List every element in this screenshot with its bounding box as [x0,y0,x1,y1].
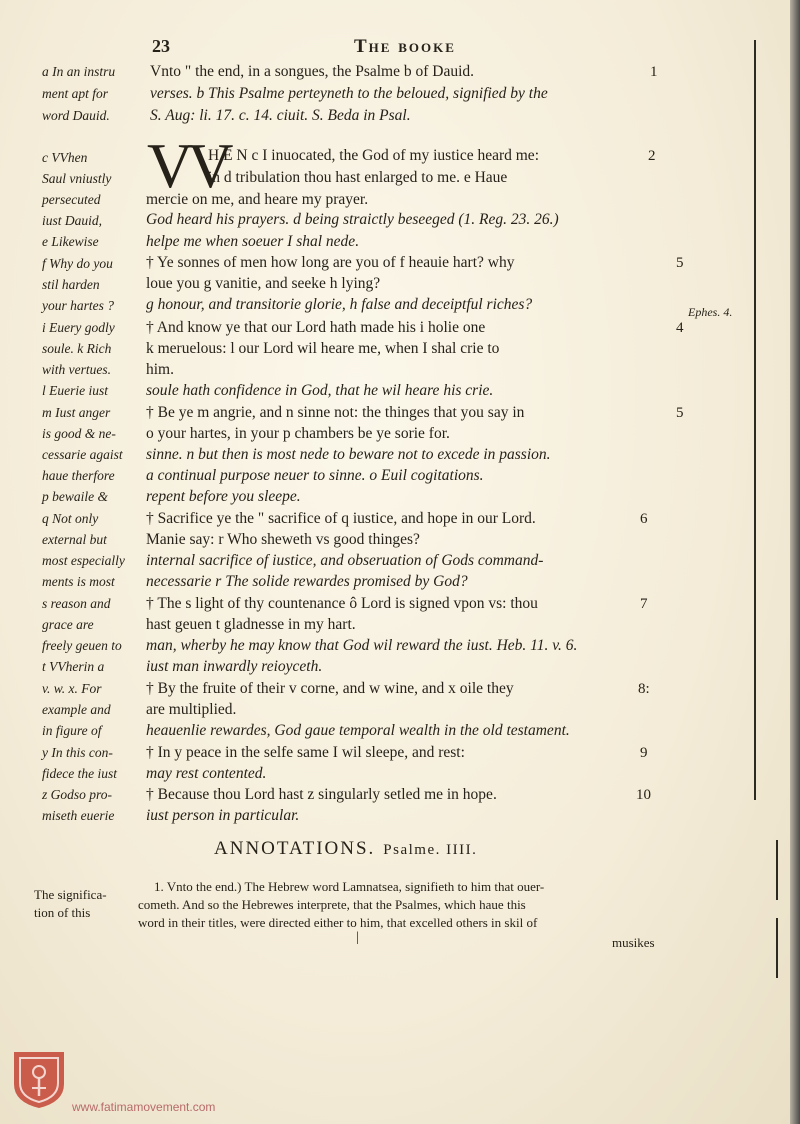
text-line-7: loue you g vanitie, and seeke h lying? [146,275,381,292]
intro-line-3: S. Aug: li. 17. c. 14. ciuit. S. Beda in Psal. [150,107,411,124]
verse-number-4: 4 [676,320,684,336]
margin-note-20: most especially [42,553,125,568]
margin-note-29: y In this con- [42,745,113,760]
intro-verse-number: 1 [650,64,658,80]
text-line-24: man, wherby he may know that God wil reward the iust. Heb. 11. v. 6. [146,637,578,654]
annotation-side-note-1: The significa- [34,887,107,902]
annotation-line-2: cometh. And so the Hebrewes interprete, that the Psalmes, which haue this [138,897,526,912]
margin-note-3: persecuted [42,192,101,207]
page-edge [790,0,800,1124]
margin-note-12: l Euerie iust [42,383,108,398]
text-line-18: † Sacrifice ye the " sacrifice of q iustice, and hope in our Lord. [146,510,536,527]
text-line-23: hast geuen t gladnesse in my hart. [146,616,356,633]
margin-note-28: in figure of [42,723,102,738]
annotations-psalm: Psalme. IIII. [383,842,478,858]
annotation-line-3: word in their titles, were directed either to him, that excelled others in skil of [138,915,538,930]
catchword: musikes [612,935,655,950]
text-line-25: iust man inwardly reioyceth. [146,658,323,675]
verse-number-9: 9 [640,745,648,761]
text-line-13: † Be ye m angrie, and n sinne not: the thinges that you say in [146,404,525,421]
verse-number-3: 5 [676,255,684,271]
text-line-8: g honour, and transitorie glorie, h false and deceiptful riches? [146,296,533,313]
margin-note-1: c VVhen [42,150,88,165]
annotations-title: ANNOTATIONS. [214,838,376,859]
margin-note-24: freely geuen to [42,638,122,653]
page-rule-mark-2 [776,918,778,978]
intro-margin-2: ment apt for [42,86,108,101]
margin-note-18: q Not only [42,511,99,526]
page-rule-mark [776,840,778,900]
margin-note-9: i Euery godly [42,320,115,335]
intro-margin-3: word Dauid. [42,108,110,123]
text-line-31: † Because thou Lord hast z singularly setled me in hope. [146,786,497,803]
annotations-heading [214,838,477,860]
margin-note-22: s reason and [42,596,111,611]
text-line-16: a continual purpose neuer to sinne. o Euil cogitations. [146,467,484,484]
text-line-20: internal sacrifice of iustice, and obseruation of Gods command- [146,552,544,569]
margin-note-25: t VVherin a [42,659,105,674]
verse-number-5: 5 [676,405,684,421]
margin-note-30: fidece the iust [42,766,117,781]
text-line-29: † In y peace in the selfe same I wil sleepe, and rest: [146,744,465,761]
margin-note-14: is good & ne- [42,426,116,441]
fatima-seal-logo [12,1050,66,1110]
folio-number: 23 [152,36,170,56]
annotation-side-note-2: tion of this [34,905,91,920]
text-line-2: in d tribulation thou hast enlarged to me. e Haue [208,169,508,186]
drop-cap: VV [147,130,228,201]
margin-note-31: z Godso pro- [42,787,113,802]
page-right-rule [754,40,756,800]
margin-note-13: m Iust anger [42,405,111,420]
page-header [0,36,790,60]
margin-note-5: e Likewise [42,234,99,249]
margin-note-11: with vertues. [42,362,111,377]
margin-note-26: v. w. x. For [42,681,102,696]
text-line-15: sinne. n but then is most nede to beware not to excede in passion. [146,446,551,463]
verse-number-8: 8: [638,681,650,697]
running-head: The booke [354,36,456,57]
text-line-26: † By the fruite of their v corne, and w wine, and x oile they [146,680,514,697]
text-line-4: God heard his prayers. d being straictly beseeged (1. Reg. 23. 26.) [146,211,559,228]
margin-note-8: your hartes ? [42,298,114,313]
intro-margin-1: a In an instru [42,64,116,79]
intro-line-1: Vnto " the end, in a songues, the Psalme b of Dauid. [150,63,475,80]
verse-number-7: 7 [640,596,648,612]
margin-note-32: miseth euerie [42,808,115,823]
text-line-32: iust person in particular. [146,807,300,824]
verse-number-6: 6 [640,511,648,527]
text-line-22: † The s light of thy countenance ô Lord is signed vpon vs: thou [146,595,538,612]
margin-note-15: cessarie agaist [42,447,123,462]
margin-note-19: external but [42,532,107,547]
text-line-6: † Ye sonnes of men how long are you of f heauie hart? why [146,254,515,271]
text-line-21: necessarie r The solide rewardes promised by God? [146,573,468,590]
text-line-5: helpe me when soeuer I shal nede. [146,233,360,250]
text-line-9: † And know ye that our Lord hath made his i holie one [146,319,486,336]
text-line-27: are multiplied. [146,701,237,718]
text-line-1: H E N c I inuocated, the God of my iustice heard me: [208,147,539,164]
margin-note-27: example and [42,702,111,717]
text-line-17: repent before you sleepe. [146,488,301,505]
margin-note-6: f Why do you [42,256,113,271]
text-line-12: soule hath confidence in God, that he wil heare his crie. [146,382,494,399]
text-line-19: Manie say: r Who sheweth vs good thinges? [146,531,420,548]
text-line-30: may rest contented. [146,765,267,782]
margin-note-23: grace are [42,617,94,632]
watermark-url: www.fatimamovement.com [72,1100,216,1114]
text-line-28: heauenlie rewardes, God gaue temporal wealth in the old testament. [146,722,570,739]
margin-note-16: haue therfore [42,468,115,483]
margin-note-21: ments is most [42,574,115,589]
right-margin-reference: Ephes. 4. [688,305,733,319]
text-line-10: k meruelous: l our Lord wil heare me, when I shal crie to [146,340,500,357]
verse-number-2: 2 [648,148,656,164]
margin-note-4: iust Dauid, [42,213,103,228]
text-line-14: o your hartes, in your p chambers be ye sorie for. [146,425,450,442]
signature-mark: | [356,930,359,945]
margin-note-17: p bewaile & [42,489,108,504]
verse-number-10: 10 [636,787,651,803]
text-line-11: him. [146,361,174,378]
text-line-3: mercie on me, and heare my prayer. [146,191,369,208]
annotation-line-1: 1. Vnto the end.) The Hebrew word Lamnatsea, signifieth to him that ouer- [154,879,545,894]
margin-note-7: stil harden [42,277,100,292]
intro-line-2: verses. b This Psalme perteyneth to the beloued, signified by the [150,85,548,102]
margin-note-10: soule. k Rich [42,341,112,356]
margin-note-2: Saul vniustly [42,171,112,186]
